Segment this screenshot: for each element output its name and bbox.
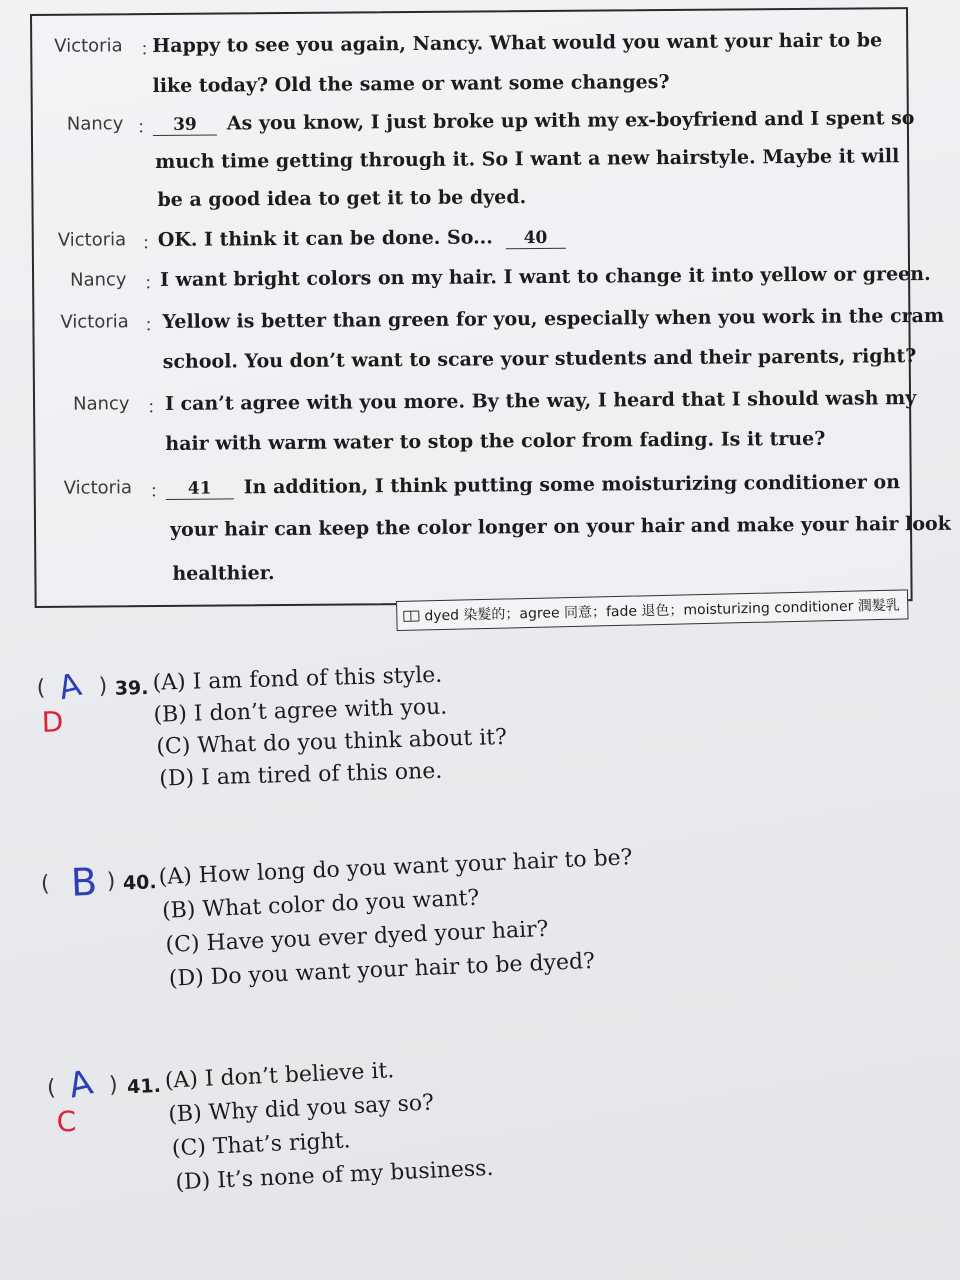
option-a[interactable]: (A) I don’t believe it.	[164, 1058, 395, 1094]
answer-blank-40: 40	[505, 228, 565, 249]
answer-blank-41: 41	[166, 478, 234, 500]
dialogue-text: Yellow is better than green for you, especially when you work in the cram	[162, 304, 945, 333]
dialogue-text: like today? Old the same or want some changes?	[152, 70, 670, 98]
question-number: 39.	[114, 676, 149, 700]
option-d[interactable]: (D) Do you want your hair to be dyed?	[168, 948, 596, 992]
dialogue-text: healthier.	[172, 562, 275, 585]
answer-paren-close: )	[108, 1072, 119, 1099]
handwritten-answer: A	[54, 665, 85, 708]
speaker-name: Victoria	[54, 35, 123, 57]
answer-paren-open: (	[40, 871, 51, 897]
speaker-separator: ：	[144, 272, 163, 295]
dialogue-text: hair with warm water to stop the color from fading. Is it true?	[165, 427, 826, 455]
vocabulary-text: dyed 染髮的；agree 同意；fade 退色；moisturizing conditioner 潤髮乳	[424, 597, 900, 625]
handwritten-answer: A	[64, 1062, 97, 1107]
dialogue-text: much time getting through it. So I want a new hairstyle. Maybe it will	[155, 145, 900, 174]
option-b[interactable]: (B) I don’t agree with you.	[153, 694, 448, 728]
handwritten-correction: D	[41, 705, 64, 739]
answer-paren-open: (	[36, 675, 46, 701]
speaker-separator: ：	[144, 314, 163, 337]
option-b[interactable]: (B) Why did you say so?	[167, 1090, 435, 1128]
speaker-name: Victoria	[63, 477, 133, 499]
dialogue-text: As you know, I just broke up with my ex-boyfriend and I spent so	[226, 107, 915, 135]
speaker-name: Victoria	[60, 311, 129, 333]
speaker-name: Victoria	[57, 229, 127, 251]
speaker-name: Nancy	[72, 393, 130, 415]
option-c[interactable]: (C) Have you ever dyed your hair?	[165, 916, 549, 958]
speaker-separator: ：	[149, 480, 168, 503]
option-a[interactable]: (A) How long do you want your hair to be?	[158, 845, 633, 891]
option-d[interactable]: (D) It’s none of my business.	[174, 1155, 494, 1196]
answer-paren-close: )	[98, 674, 108, 700]
book-icon	[403, 610, 419, 621]
dialogue-text: Happy to see you again, Nancy. What would you want your hair to be	[152, 29, 883, 58]
speaker-name: Nancy	[66, 113, 124, 135]
dialogue-text: In addition, I think putting some moisturizing conditioner on	[243, 471, 901, 499]
question-number: 41.	[126, 1074, 162, 1099]
speaker-name: Nancy	[70, 269, 127, 291]
answer-paren-close: )	[106, 868, 116, 895]
question-number: 40.	[122, 871, 158, 895]
dialogue-text: OK. I think it can be done. So...	[157, 226, 493, 252]
dialogue-text: I want bright colors on my hair. I want to change it into yellow or green.	[160, 262, 931, 291]
dialogue-text: your hair can keep the color longer on your hair and make your hair look	[169, 512, 951, 541]
option-c[interactable]: (C) That’s right.	[171, 1128, 352, 1162]
speaker-separator: ：	[141, 232, 160, 255]
option-b[interactable]: (B) What color do you want?	[161, 885, 480, 924]
dialogue-text: school. You don’t want to scare your students and their parents, right?	[162, 345, 917, 373]
option-d[interactable]: (D) I am tired of this one.	[158, 758, 443, 792]
handwritten-correction: C	[55, 1104, 77, 1139]
speaker-separator: ：	[140, 38, 159, 61]
dialogue-box	[30, 7, 951, 608]
answer-blank-39: 39	[153, 115, 217, 137]
option-a[interactable]: (A) I am fond of this style.	[152, 662, 443, 696]
option-c[interactable]: (C) What do you think about it?	[156, 724, 508, 760]
speaker-separator: ：	[136, 117, 155, 139]
speaker-separator: ：	[147, 396, 166, 419]
handwritten-answer: B	[69, 859, 98, 905]
dialogue-text: I can’t agree with you more. By the way, I heard that I should wash my	[164, 387, 917, 415]
answer-paren-open: (	[46, 1075, 57, 1101]
dialogue-text: be a good idea to get it to be dyed.	[157, 186, 527, 212]
